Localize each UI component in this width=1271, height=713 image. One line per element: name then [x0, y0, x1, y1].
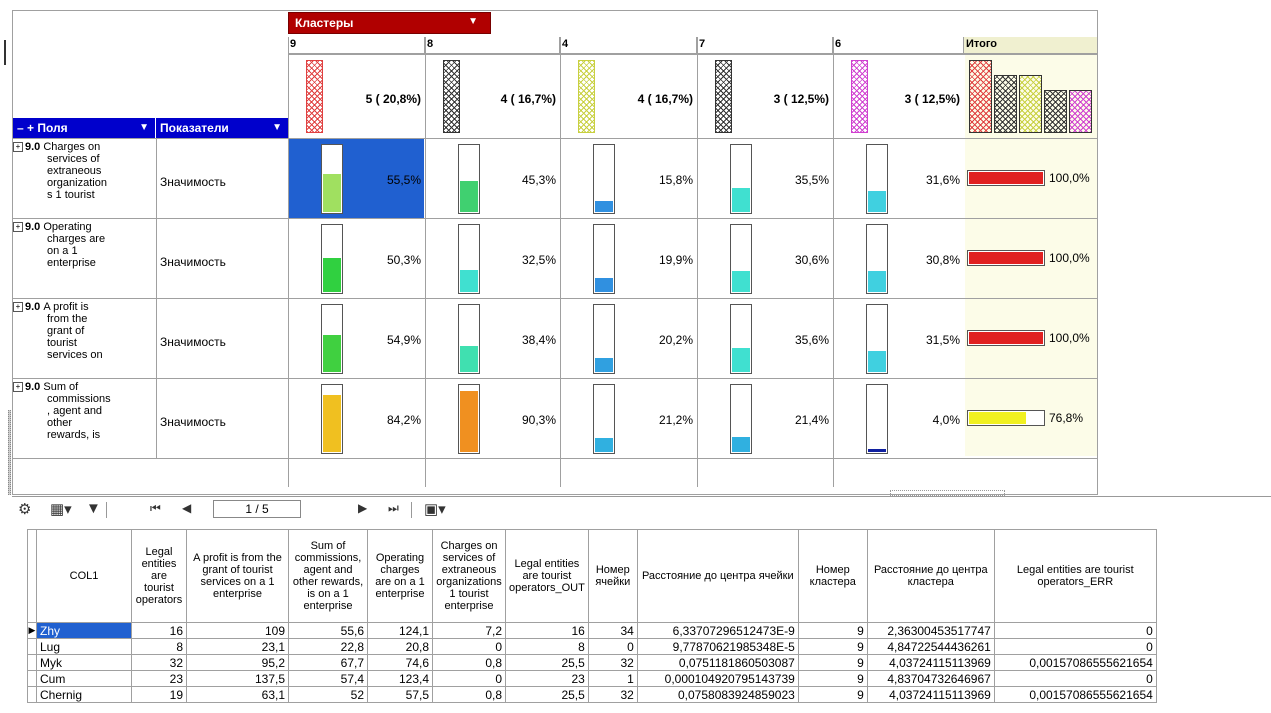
total-bar — [967, 170, 1045, 186]
row-divider — [12, 298, 1098, 299]
table-cell[interactable]: 32 — [132, 655, 187, 671]
table-cell[interactable]: 32 — [588, 687, 637, 703]
cluster-header-4[interactable]: 4 — [560, 37, 697, 54]
row-selector-header — [28, 530, 37, 623]
gauge-fill — [323, 335, 341, 372]
table-cell[interactable]: 95,2 — [187, 655, 289, 671]
row-label-line: services on — [47, 349, 103, 361]
cell-value[interactable]: 32,5% — [521, 253, 556, 267]
row-label-line: tourist — [47, 337, 77, 349]
column-divider — [560, 37, 561, 487]
table-cell[interactable]: Lug — [37, 639, 132, 655]
table-row[interactable] — [28, 623, 1157, 639]
table-cell[interactable]: 16 — [506, 623, 589, 639]
gauge-fill — [732, 348, 750, 372]
cluster-hatch-swatch — [443, 60, 460, 133]
current-row-indicator[interactable]: ▶ — [28, 623, 37, 639]
toolbar-separator-line — [12, 496, 1271, 497]
gauge-fill — [732, 271, 750, 292]
cell-value[interactable]: 35,6% — [794, 333, 829, 347]
table-cell[interactable]: 34 — [588, 623, 637, 639]
left-edge-marker — [4, 40, 6, 65]
cell-value[interactable]: 19,9% — [658, 253, 693, 267]
table-cell[interactable]: 123,4 — [368, 671, 433, 687]
total-value[interactable]: 100,0% — [1049, 171, 1090, 185]
cell-value[interactable]: 38,4% — [521, 333, 556, 347]
value-gauge — [730, 384, 752, 454]
table-cell[interactable]: Myk — [37, 655, 132, 671]
table-row[interactable] — [28, 687, 1157, 703]
value-gauge — [458, 224, 480, 294]
row-label-line: grant of — [47, 325, 85, 337]
row-selector[interactable] — [28, 671, 37, 687]
table-cell[interactable]: 55,6 — [289, 623, 368, 639]
table-cell[interactable]: 8 — [506, 639, 589, 655]
total-hatch-swatch — [1044, 90, 1067, 133]
cell-value[interactable]: 4,0% — [932, 413, 960, 427]
value-gauge — [866, 384, 888, 454]
table-cell[interactable]: 0,0751181860503087 — [637, 655, 798, 671]
value-gauge — [593, 384, 615, 454]
cell-value[interactable]: 54,9% — [386, 333, 421, 347]
table-cell[interactable]: 2,36300453517747 — [867, 623, 994, 639]
table-cell[interactable]: 67,7 — [289, 655, 368, 671]
cluster-summary: 4 ( 16,7%) — [500, 92, 556, 106]
table-row[interactable] — [28, 639, 1157, 655]
total-bar — [967, 250, 1045, 266]
gauge-fill — [460, 391, 478, 452]
table-cell[interactable]: 4,03724115113969 — [867, 655, 994, 671]
table-cell[interactable]: 23 — [506, 671, 589, 687]
total-hatch-swatch — [1019, 75, 1042, 133]
cluster-header-7[interactable]: 7 — [697, 37, 833, 54]
column-header[interactable]: COL1 — [37, 530, 132, 623]
table-cell[interactable]: 23 — [132, 671, 187, 687]
table-cell[interactable]: 4,83704732646967 — [867, 671, 994, 687]
chevron-down-icon: ▼ — [272, 122, 282, 133]
value-gauge — [321, 224, 343, 294]
gauge-fill — [868, 449, 886, 452]
row-label-line: 9.0 Sum of — [25, 381, 79, 393]
value-gauge — [593, 144, 615, 214]
table-cell[interactable]: 4,84722544436261 — [867, 639, 994, 655]
row-indicator: Значимость — [160, 255, 226, 269]
column-header[interactable]: Charges on services of extraneous organizations 1 tourist enterprise — [433, 530, 506, 623]
table-cell[interactable]: 124,1 — [368, 623, 433, 639]
column-divider — [288, 37, 289, 487]
value-gauge — [866, 144, 888, 214]
gauge-fill — [323, 174, 341, 212]
column-header[interactable]: Номер кластера — [798, 530, 867, 623]
row-divider — [12, 218, 1098, 219]
table-cell[interactable]: 0 — [994, 639, 1156, 655]
next-page-icon[interactable]: ▶ — [358, 501, 368, 515]
row-code: 9.0 — [25, 301, 44, 313]
table-cell[interactable]: Cum — [37, 671, 132, 687]
total-value[interactable]: 100,0% — [1049, 331, 1090, 345]
row-label-line: 9.0 Operating — [25, 221, 92, 233]
table-cell[interactable]: 109 — [187, 623, 289, 639]
table-cell[interactable]: 7,2 — [433, 623, 506, 639]
total-bar-fill — [969, 412, 1026, 424]
table-cell[interactable]: Zhy — [37, 623, 132, 639]
cluster-filter-label: Кластеры — [295, 16, 354, 30]
page-indicator[interactable]: 1 / 5 — [213, 500, 301, 518]
total-value[interactable]: 76,8% — [1049, 411, 1084, 425]
value-gauge — [458, 144, 480, 214]
data-grid — [27, 529, 1157, 703]
table-cell[interactable]: 0,000104920795143739 — [637, 671, 798, 687]
table-cell[interactable]: 0,8 — [433, 687, 506, 703]
total-bar-fill — [969, 172, 1043, 184]
row-code: 9.0 — [25, 141, 44, 153]
column-divider — [425, 37, 426, 487]
expand-icon[interactable]: + — [13, 302, 23, 312]
table-cell[interactable]: 0 — [433, 639, 506, 655]
gauge-fill — [595, 201, 613, 212]
table-cell[interactable]: 20,8 — [368, 639, 433, 655]
gauge-fill — [868, 271, 886, 292]
column-header[interactable]: Legal entities are tourist operators — [132, 530, 187, 623]
column-header[interactable]: Operating charges are on a 1 enterprise — [368, 530, 433, 623]
first-page-icon[interactable]: ⏮ — [150, 501, 161, 515]
table-cell[interactable]: 22,8 — [289, 639, 368, 655]
table-cell[interactable]: 8 — [132, 639, 187, 655]
cell-value[interactable]: 90,3% — [521, 413, 556, 427]
table-cell[interactable]: Chernig — [37, 687, 132, 703]
table-cell[interactable]: 25,5 — [506, 687, 589, 703]
cluster-filter-dropdown[interactable] — [288, 12, 491, 34]
value-gauge — [730, 224, 752, 294]
row-label[interactable] — [15, 141, 153, 201]
table-cell[interactable]: 6,33707296512473E-9 — [637, 623, 798, 639]
table-cell[interactable]: 0 — [994, 671, 1156, 687]
row-code: 9.0 — [25, 221, 44, 233]
cluster-hatch-swatch — [851, 60, 868, 133]
total-bar-fill — [969, 252, 1043, 264]
value-gauge — [730, 144, 752, 214]
value-gauge — [593, 304, 615, 374]
table-cell[interactable]: 9 — [798, 671, 867, 687]
table-cell[interactable]: 4,03724115113969 — [867, 687, 994, 703]
toolbar-divider — [411, 502, 412, 518]
gauge-fill — [323, 395, 341, 452]
gauge-fill — [460, 346, 478, 372]
value-gauge — [321, 384, 343, 454]
value-gauge — [866, 304, 888, 374]
cell-value[interactable]: 15,8% — [658, 173, 693, 187]
cell-value[interactable]: 84,2% — [386, 413, 421, 427]
filter-icon[interactable]: ▼ — [86, 500, 101, 517]
total-value[interactable]: 100,0% — [1049, 251, 1090, 265]
cluster-header-8[interactable]: 8 — [425, 37, 560, 54]
table-cell[interactable]: 16 — [132, 623, 187, 639]
column-header[interactable]: Расстояние до центра кластера — [867, 530, 994, 623]
cluster-hatch-swatch — [306, 60, 323, 133]
table-cell[interactable]: 9,77870621985348E-5 — [637, 639, 798, 655]
row-divider — [12, 378, 1098, 379]
column-header[interactable]: Legal entities are tourist operators_ERR — [994, 530, 1156, 623]
value-gauge — [593, 224, 615, 294]
cell-value[interactable]: 21,4% — [794, 413, 829, 427]
row-divider — [288, 54, 1098, 55]
row-label-line: , agent and — [47, 405, 103, 417]
row-label-line: enterprise — [47, 257, 96, 269]
gauge-fill — [460, 270, 478, 292]
gauge-fill — [732, 188, 750, 212]
table-cell[interactable]: 19 — [132, 687, 187, 703]
table-cell[interactable]: 25,5 — [506, 655, 589, 671]
cell-value[interactable]: 55,5% — [386, 173, 421, 187]
table-row[interactable] — [28, 655, 1157, 671]
cluster-summary: 4 ( 16,7%) — [637, 92, 693, 106]
row-label-line: commissions — [47, 393, 111, 405]
table-cell[interactable]: 23,1 — [187, 639, 289, 655]
gauge-fill — [868, 191, 886, 212]
view-menu-icon[interactable]: ▦▾ — [50, 501, 72, 518]
expand-icon[interactable]: + — [13, 222, 23, 232]
table-cell[interactable]: 0,00157086555621654 — [994, 655, 1156, 671]
total-header: Итого — [964, 37, 1098, 54]
row-label-line: organization — [47, 177, 107, 189]
table-cell[interactable]: 32 — [588, 655, 637, 671]
table-cell[interactable]: 0 — [588, 639, 637, 655]
row-selector[interactable] — [28, 639, 37, 655]
properties-icon[interactable]: ⚙ — [18, 501, 32, 518]
total-bar — [967, 330, 1045, 346]
cell-value[interactable]: 30,8% — [925, 253, 960, 267]
splitter-left[interactable] — [8, 410, 11, 495]
table-cell[interactable]: 0,0758083924859023 — [637, 687, 798, 703]
total-bar-fill — [969, 332, 1043, 344]
table-cell[interactable]: 63,1 — [187, 687, 289, 703]
row-label-line: services of — [47, 153, 100, 165]
table-cell[interactable]: 9 — [798, 623, 867, 639]
row-indicator: Значимость — [160, 175, 226, 189]
cluster-summary: 3 ( 12,5%) — [773, 92, 829, 106]
prev-page-icon[interactable]: ◀ — [182, 501, 192, 515]
table-cell[interactable]: 0 — [433, 671, 506, 687]
table-cell[interactable]: 0,8 — [433, 655, 506, 671]
export-excel-icon[interactable]: ▣▾ — [424, 501, 446, 518]
row-label-line: from the — [47, 313, 88, 325]
row-label-line: 9.0 Charges on — [25, 141, 101, 153]
total-hatch-swatch — [1069, 90, 1092, 133]
indicators-button[interactable] — [156, 118, 288, 138]
indicators-label: Показатели — [160, 121, 229, 135]
row-label-line: other — [47, 417, 73, 429]
row-indicator: Значимость — [160, 335, 226, 349]
gauge-fill — [595, 278, 613, 292]
cluster-hatch-swatch — [578, 60, 595, 133]
row-label-line: 9.0 A profit is — [25, 301, 89, 313]
table-cell[interactable]: 137,5 — [187, 671, 289, 687]
value-gauge — [458, 304, 480, 374]
row-selector[interactable] — [28, 655, 37, 671]
grid-header-row — [28, 530, 1157, 623]
column-divider — [697, 37, 698, 487]
cluster-summary: 5 ( 20,8%) — [365, 92, 421, 106]
cluster-header-9[interactable]: 9 — [288, 37, 425, 54]
value-gauge — [321, 144, 343, 214]
gauge-fill — [732, 437, 750, 452]
value-gauge — [458, 384, 480, 454]
cell-value[interactable]: 21,2% — [658, 413, 693, 427]
table-cell[interactable]: 1 — [588, 671, 637, 687]
row-label-line: on a 1 — [47, 245, 78, 257]
gauge-fill — [595, 438, 613, 452]
cell-value[interactable]: 50,3% — [386, 253, 421, 267]
column-divider — [1097, 37, 1098, 487]
row-code: 9.0 — [25, 381, 44, 393]
row-divider — [12, 458, 1098, 459]
cluster-hatch-swatch — [715, 60, 732, 133]
gauge-fill — [323, 258, 341, 292]
table-cell[interactable]: 52 — [289, 687, 368, 703]
row-indicator: Значимость — [160, 415, 226, 429]
cluster-summary: 3 ( 12,5%) — [904, 92, 960, 106]
table-cell[interactable]: 74,6 — [368, 655, 433, 671]
column-divider — [833, 37, 834, 487]
table-row[interactable] — [28, 671, 1157, 687]
last-page-icon[interactable]: ⏭ — [388, 501, 399, 515]
row-label-line: charges are — [47, 233, 106, 245]
toolbar-divider — [106, 502, 107, 518]
row-divider — [12, 138, 1098, 139]
row-label[interactable] — [15, 221, 153, 269]
gauge-fill — [868, 351, 886, 372]
cell-value[interactable]: 31,6% — [925, 173, 960, 187]
column-header[interactable]: Расстояние до центра ячейки — [637, 530, 798, 623]
gauge-fill — [595, 358, 613, 372]
row-label-line: extraneous — [47, 165, 102, 177]
cell-value[interactable]: 35,5% — [794, 173, 829, 187]
chevron-down-icon: ▼ — [139, 122, 149, 133]
value-gauge — [730, 304, 752, 374]
cell-value[interactable]: 45,3% — [521, 173, 556, 187]
total-bar — [967, 410, 1045, 426]
column-header[interactable]: A profit is from the grant of tourist services on a 1 enterprise — [187, 530, 289, 623]
gauge-fill — [460, 181, 478, 212]
column-header[interactable]: Номер ячейки — [588, 530, 637, 623]
total-hatch-swatch — [994, 75, 1017, 133]
cell-value[interactable]: 30,6% — [794, 253, 829, 267]
cell-value[interactable]: 31,5% — [925, 333, 960, 347]
table-cell[interactable]: 0 — [994, 623, 1156, 639]
chevron-down-icon: ▼ — [468, 16, 478, 27]
row-label-line: rewards, is — [47, 429, 101, 441]
column-header[interactable]: Sum of commissions, agent and other rewards, is on a 1 enterprise — [289, 530, 368, 623]
cluster-header-6[interactable]: 6 — [833, 37, 964, 54]
table-cell[interactable]: 9 — [798, 655, 867, 671]
table-cell[interactable]: 9 — [798, 639, 867, 655]
fields-label: – + Поля — [17, 121, 68, 135]
value-gauge — [321, 304, 343, 374]
row-label[interactable] — [15, 301, 153, 361]
table-cell[interactable]: 57,5 — [368, 687, 433, 703]
value-gauge — [866, 224, 888, 294]
total-hatch-swatch — [969, 60, 992, 133]
row-label[interactable] — [15, 381, 153, 441]
table-cell[interactable]: 0,00157086555621654 — [994, 687, 1156, 703]
column-header[interactable]: Legal entities are tourist operators_OUT — [506, 530, 589, 623]
row-label-line: s 1 tourist — [47, 189, 95, 201]
expand-icon[interactable]: + — [13, 142, 23, 152]
fields-button[interactable] — [13, 118, 155, 138]
table-cell[interactable]: 9 — [798, 687, 867, 703]
table-cell[interactable]: 57,4 — [289, 671, 368, 687]
expand-icon[interactable]: + — [13, 382, 23, 392]
row-selector[interactable] — [28, 687, 37, 703]
cell-value[interactable]: 20,2% — [658, 333, 693, 347]
